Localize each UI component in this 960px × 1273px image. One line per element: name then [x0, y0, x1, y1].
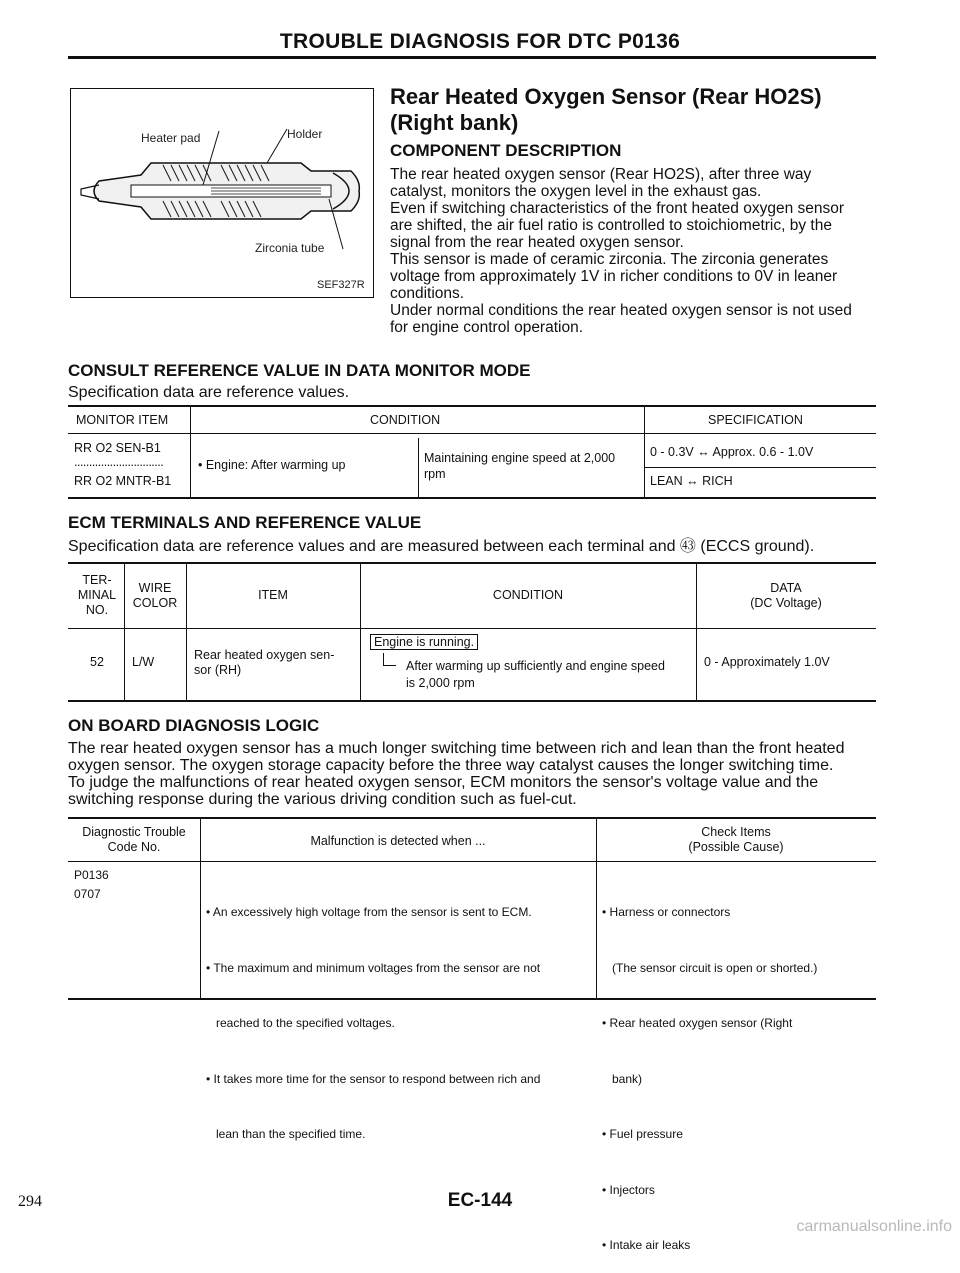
- text-line: MINAL: [77, 588, 117, 602]
- page-number: 294: [18, 1193, 42, 1210]
- consult-condition-b1: Maintaining engine speed at 2,000: [424, 451, 616, 465]
- consult-condition-b2: rpm: [424, 467, 446, 481]
- list-item: • Rear heated oxygen sensor (Right: [602, 1016, 793, 1030]
- text-line: Check Items: [701, 825, 771, 839]
- text-line: The rear heated oxygen sensor has a much longer switching time between rich and lean than the front heated: [68, 740, 845, 757]
- ecm-heading: ECM TERMINALS AND REFERENCE VALUE: [68, 513, 422, 532]
- text-line: voltage from approximately 1V in richer conditions to 0V in leaner: [390, 268, 838, 285]
- consult-table-bottom-rule: [68, 497, 876, 499]
- ecm-item-value: [194, 648, 334, 678]
- text-line: switching response during the various driving condition such as fuel-cut.: [68, 791, 577, 808]
- sensor-figure: [70, 88, 374, 298]
- consult-header-condition: CONDITION: [370, 413, 441, 427]
- consult-item-1: RR O2 SEN-B1: [74, 441, 161, 455]
- obd-header-check: [596, 825, 876, 855]
- ecm-table-top-rule: [68, 562, 876, 564]
- consult-spec-2: LEAN ↔ RICH: [650, 474, 733, 488]
- section-title-line2: (Right bank): [390, 110, 519, 135]
- ecm-condition-bracket: [383, 653, 396, 666]
- text-line: Code No.: [107, 840, 161, 854]
- text-line: Rear heated oxygen sen-: [194, 648, 335, 662]
- text-line: The rear heated oxygen sensor (Rear HO2S), after three way: [390, 166, 812, 183]
- consult-spec-divider: [644, 467, 876, 468]
- figure-label-heater-pad: Heater pad: [141, 131, 201, 145]
- text-line: Under normal conditions the rear heated oxygen sensor is not used: [390, 302, 852, 319]
- consult-header-spec: SPECIFICATION: [708, 413, 803, 427]
- consult-heading: CONSULT REFERENCE VALUE IN DATA MONITOR MODE: [68, 361, 531, 380]
- list-item: • The maximum and minimum voltages from the sensor are not: [206, 960, 541, 975]
- text-line: conditions.: [390, 285, 465, 302]
- dtc-code: P0136: [74, 868, 109, 882]
- title-rule: [68, 56, 876, 59]
- obd-table-header-rule: [68, 861, 876, 862]
- text-line: DATA: [770, 581, 802, 595]
- ecm-terminal-value: 52: [90, 655, 104, 669]
- consult-spec-1: 0 - 0.3V ↔ Approx. 0.6 - 1.0V: [650, 445, 814, 459]
- list-item: • Injectors: [602, 1182, 655, 1197]
- obd-codes: [74, 866, 109, 903]
- consult-header-item: MONITOR ITEM: [76, 413, 169, 427]
- consult-item-separator: ..............................: [74, 455, 164, 469]
- ecm-condition-line1: After warming up sufficiently and engine speed: [406, 659, 665, 673]
- text-line: for engine control operation.: [390, 319, 584, 336]
- component-description-heading: COMPONENT DESCRIPTION: [390, 141, 622, 160]
- text-line: signal from the rear heated oxygen sensor.: [390, 234, 684, 251]
- ecm-table-bottom-rule: [68, 700, 876, 702]
- text-line: COLOR: [132, 596, 178, 610]
- list-item: • Harness or connectors: [602, 905, 731, 919]
- list-item: • Intake air leaks: [602, 1238, 691, 1252]
- consult-condition-a: • Engine: After warming up: [198, 458, 346, 472]
- ecm-col-divider: [360, 563, 361, 700]
- obd-header-malfunction: Malfunction is detected when ...: [310, 834, 486, 848]
- list-item: bank): [602, 1071, 643, 1086]
- figure-code: SEF327R: [317, 279, 365, 291]
- ecm-header-terminal: [70, 573, 124, 618]
- text-line: are shifted, the air fuel ratio is controlled to stoichiometric, by the: [390, 217, 832, 234]
- ecm-wire-value: L/W: [132, 655, 155, 669]
- text-line: (DC Voltage): [750, 596, 822, 610]
- obd-header-dtc: [68, 825, 200, 855]
- text-line: (Possible Cause): [688, 840, 784, 854]
- text-line: WIRE: [138, 581, 172, 595]
- figure-label-holder: Holder: [287, 127, 323, 141]
- obd-heading: ON BOARD DIAGNOSIS LOGIC: [68, 716, 320, 735]
- list-item: • Fuel pressure: [602, 1127, 683, 1141]
- text-line: TER-: [82, 573, 112, 587]
- page-title: TROUBLE DIAGNOSIS FOR DTC P0136: [279, 30, 681, 53]
- ecm-header-data: [696, 581, 876, 611]
- list-item: • It takes more time for the sensor to respond between rich and: [206, 1071, 541, 1086]
- consult-note: Specification data are reference values.: [68, 384, 350, 401]
- text-line: Diagnostic Trouble: [82, 825, 186, 839]
- list-item: (The sensor circuit is open or shorted.): [602, 960, 818, 975]
- obd-table-top-rule: [68, 817, 876, 819]
- ecm-header-condition: CONDITION: [492, 588, 564, 602]
- figure-label-zirconia-tube: Zirconia tube: [255, 241, 325, 255]
- ecm-data-value: 0 - Approximately 1.0V: [704, 655, 830, 669]
- obd-description: [68, 740, 878, 808]
- ecm-table-header-rule: [68, 628, 876, 629]
- consult-item-2: RR O2 MNTR-B1: [74, 474, 172, 488]
- ecm-condition-box: Engine is running.: [370, 634, 478, 650]
- text-line: catalyst, monitors the oxygen level in the exhaust gas.: [390, 183, 762, 200]
- ecm-header-wire: [124, 581, 186, 611]
- text-line: sor (RH): [194, 663, 242, 677]
- list-item: reached to the specified voltages.: [206, 1016, 395, 1030]
- page-code: EC-144: [447, 1190, 513, 1211]
- consult-col-divider: [418, 438, 419, 497]
- watermark: carmanualsonline.info: [796, 1218, 952, 1235]
- dtc-code: 0707: [74, 886, 101, 901]
- consult-col-divider: [190, 406, 191, 497]
- ecm-header-item: ITEM: [258, 588, 288, 602]
- obd-malfunction-list: [206, 866, 540, 1162]
- text-line: Even if switching characteristics of the front heated oxygen sensor: [390, 200, 845, 217]
- text-line: oxygen sensor. The oxygen storage capacity before the three way catalyst causes the longer switching time.: [68, 757, 834, 774]
- list-item: • An excessively high voltage from the sensor is sent to ECM.: [206, 905, 532, 919]
- text-line: To judge the malfunctions of rear heated oxygen sensor, ECM monitors the sensor's voltage value and the: [68, 774, 819, 791]
- section-title-line1: Rear Heated Oxygen Sensor (Rear HO2S): [390, 84, 822, 109]
- ecm-note: Specification data are reference values and are measured between each terminal and ㊸ (ECCS ground).: [68, 538, 815, 555]
- list-item: lean than the specified time.: [206, 1127, 366, 1141]
- ecm-condition-line2: is 2,000 rpm: [406, 676, 475, 690]
- component-description-text: [390, 166, 876, 336]
- text-line: This sensor is made of ceramic zirconia. The zirconia generates: [390, 251, 829, 268]
- ecm-col-divider: [186, 563, 187, 700]
- consult-col-divider: [644, 406, 645, 497]
- text-line: NO.: [85, 603, 109, 617]
- sensor-illustration: [71, 89, 373, 297]
